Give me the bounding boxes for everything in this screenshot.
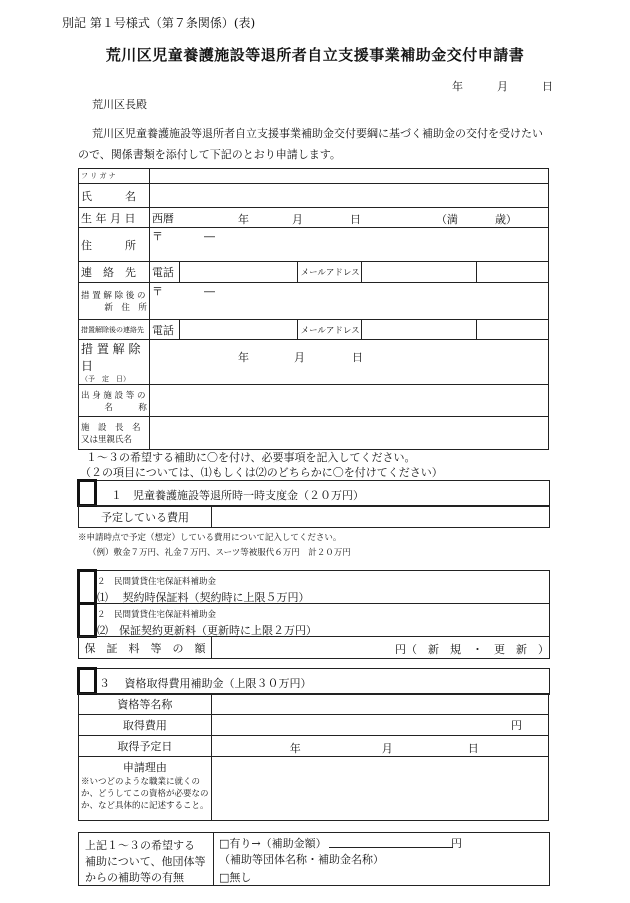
postal-dash: ― [203,230,215,243]
other-yes-unit: 円 [451,837,462,850]
acquisition-day-unit: 日 [467,742,479,755]
new-email-label: メールアドレス [298,320,362,339]
section1-note-1: ※申請時点で予定（想定）している費用について記入してください。 [78,533,342,543]
furigana-label: フ リ ガ ナ [79,169,150,184]
release-date-label-2: （予 定 日） [81,375,130,383]
birth-month-unit: 月 [291,213,303,226]
section3-header [78,668,550,695]
head-field[interactable] [149,417,548,450]
postal-mark: 〒 [151,230,163,243]
qualification-name-field[interactable] [211,694,548,715]
name-field[interactable] [149,184,548,208]
age-close: 歳） [494,213,517,226]
section2-item2-label: ⑵ 保証契約更新料（更新時に上限２万円） [97,624,317,637]
reason-label-cell [79,757,212,821]
other-amount-line[interactable] [329,847,453,848]
planned-cost-field[interactable] [212,506,549,527]
phone-field[interactable] [179,262,297,283]
addressee: 荒川区長殿 [92,98,147,111]
age-open: （満 [435,213,458,226]
section3-label: ３ 資格取得費用補助金（上限３０万円） [99,677,312,690]
page-title: 荒川区児童養護施設等退所者自立支援事業補助金交付申請書 [105,46,525,64]
acquisition-year-unit: 年 [289,742,301,755]
new-phone-field[interactable] [179,320,297,340]
guarantee-fee-row [78,636,550,659]
new-postal-mark: 〒 [151,285,163,298]
other-yes-detail: （補助等団体名称・補助金名称） [219,853,384,866]
section1-label: １ 児童養護施設等退所時一時支度金（２０万円） [111,489,364,502]
email-label: メールアドレス [298,262,362,282]
section3-table [78,693,549,821]
section2-item1-head: ２ 民間賃貸住宅保証料補助金 [97,577,217,587]
facility-label-2: 名 称 [104,402,147,413]
section2-item2-head: ２ 民間賃貸住宅保証料補助金 [97,610,217,620]
new-postal-dash: ― [203,285,215,298]
other-q-3: からの補助等の有無 [85,871,184,884]
facility-label-1: 出 身 施 設 等 の [81,390,146,401]
qualification-cost-label: 取得費用 [79,715,212,736]
birth-label: 生 年 月 日 [79,208,150,228]
facility-field[interactable] [149,385,548,417]
new-address-field[interactable] [149,283,548,320]
acquisition-date-field[interactable] [211,736,548,757]
section1-note-2: （例）敷金７万円、礼金７万円、スーツ等被服代６万円 計２０万円 [88,548,351,558]
date-year: 年 [452,80,463,93]
email-field[interactable] [477,262,549,283]
section2-item1-label: ⑴ 契約時保証料（契約時に上限５万円） [97,591,310,604]
release-year-unit: 年 [237,351,249,364]
new-email-cell[interactable] [297,320,477,340]
reason-field[interactable] [211,757,548,821]
date-month: 月 [497,80,508,93]
section2-item2-checkbox[interactable] [77,602,97,638]
section3-checkbox[interactable] [77,667,97,695]
other-q-2: 補助について、他団体等 [85,855,206,868]
applicant-table [78,168,549,450]
release-date-label [79,340,150,385]
new-address-label-2: 新 住 所 [104,303,147,313]
date-day: 日 [542,80,553,93]
address-field[interactable] [149,228,548,262]
intro-line-2: ので、関係書類を添付して下記のとおり申請します。 [78,148,341,161]
birth-day-unit: 日 [349,213,361,226]
section1-cost-row [78,505,550,528]
era-label: 西暦 [151,211,174,225]
instructions-line-2: （２の項目については、⑴もしくは⑵のどちらかに〇を付けてください） [80,466,443,479]
head-label-2: 又は里親氏名 [81,435,133,445]
release-day-unit: 日 [351,351,363,364]
reason-note-2: か、どうしてこの資格が必要なの [81,789,209,799]
phone-label: 電話 [149,262,179,283]
section2-item1-checkbox[interactable] [77,569,97,605]
section2-item1 [78,570,550,604]
head-label-1: 施 設 長 名 [81,423,141,433]
release-month-unit: 月 [293,351,305,364]
name-label: 氏 名 [79,184,150,208]
release-date-field[interactable] [149,340,548,385]
acquisition-month-unit: 月 [381,742,393,755]
birth-field[interactable] [149,208,548,228]
new-address-label [79,283,150,320]
new-email-field[interactable] [477,320,549,340]
head-label [79,417,150,450]
new-phone-label: 電話 [149,320,179,340]
qualification-cost-unit: 円 [511,719,522,732]
address-label: 住 所 [79,228,150,262]
other-subsidy-question [79,833,214,885]
intro-line-1: 荒川区児童養護施設等退所者自立支援事業補助金交付要綱に基づく補助金の交付を受けたい [92,127,543,140]
qualification-name-label: 資格等名称 [79,694,212,715]
reason-note-3: か、など具体的に記述すること。 [81,801,209,811]
email-cell[interactable] [297,262,477,283]
section1-checkbox[interactable] [77,479,97,507]
guarantee-fee-label: 保 証 料 等 の 額 [79,637,212,658]
new-contact-label: 措置解除後の連絡先 [79,320,150,340]
reason-label: 申請理由 [122,761,167,774]
qualification-cost-field[interactable] [211,715,548,736]
guarantee-fee-unit: 円（ 新 規 ・ 更 新 ） [395,643,549,656]
birth-year-unit: 年 [237,213,249,226]
acquisition-date-label: 取得予定日 [79,736,212,757]
section1-header [78,480,550,507]
other-q-1: 上記１～３の希望する [85,839,195,852]
other-yes-option[interactable]: □有り→（補助金額） [219,837,327,850]
other-no-option[interactable]: □無し [219,871,252,884]
contact-label: 連 絡 先 [79,262,150,283]
section2-item2 [78,603,550,637]
facility-label [79,385,150,417]
furigana-field[interactable] [149,169,548,184]
new-address-label-1: 措 置 解 除 後 の [81,291,146,301]
planned-cost-label: 予定している費用 [79,506,212,527]
reason-note-1: ※いつどのような職業に就くの [81,777,201,787]
other-subsidy-box [78,832,550,886]
form-header: 別記 第１号様式（第７条関係）(表) [62,16,256,30]
release-date-label-1: 措 置 解 除 日 [81,342,141,373]
instructions-line-1: １～３の希望する補助に〇を付け、必要事項を記入してください。 [86,451,416,464]
